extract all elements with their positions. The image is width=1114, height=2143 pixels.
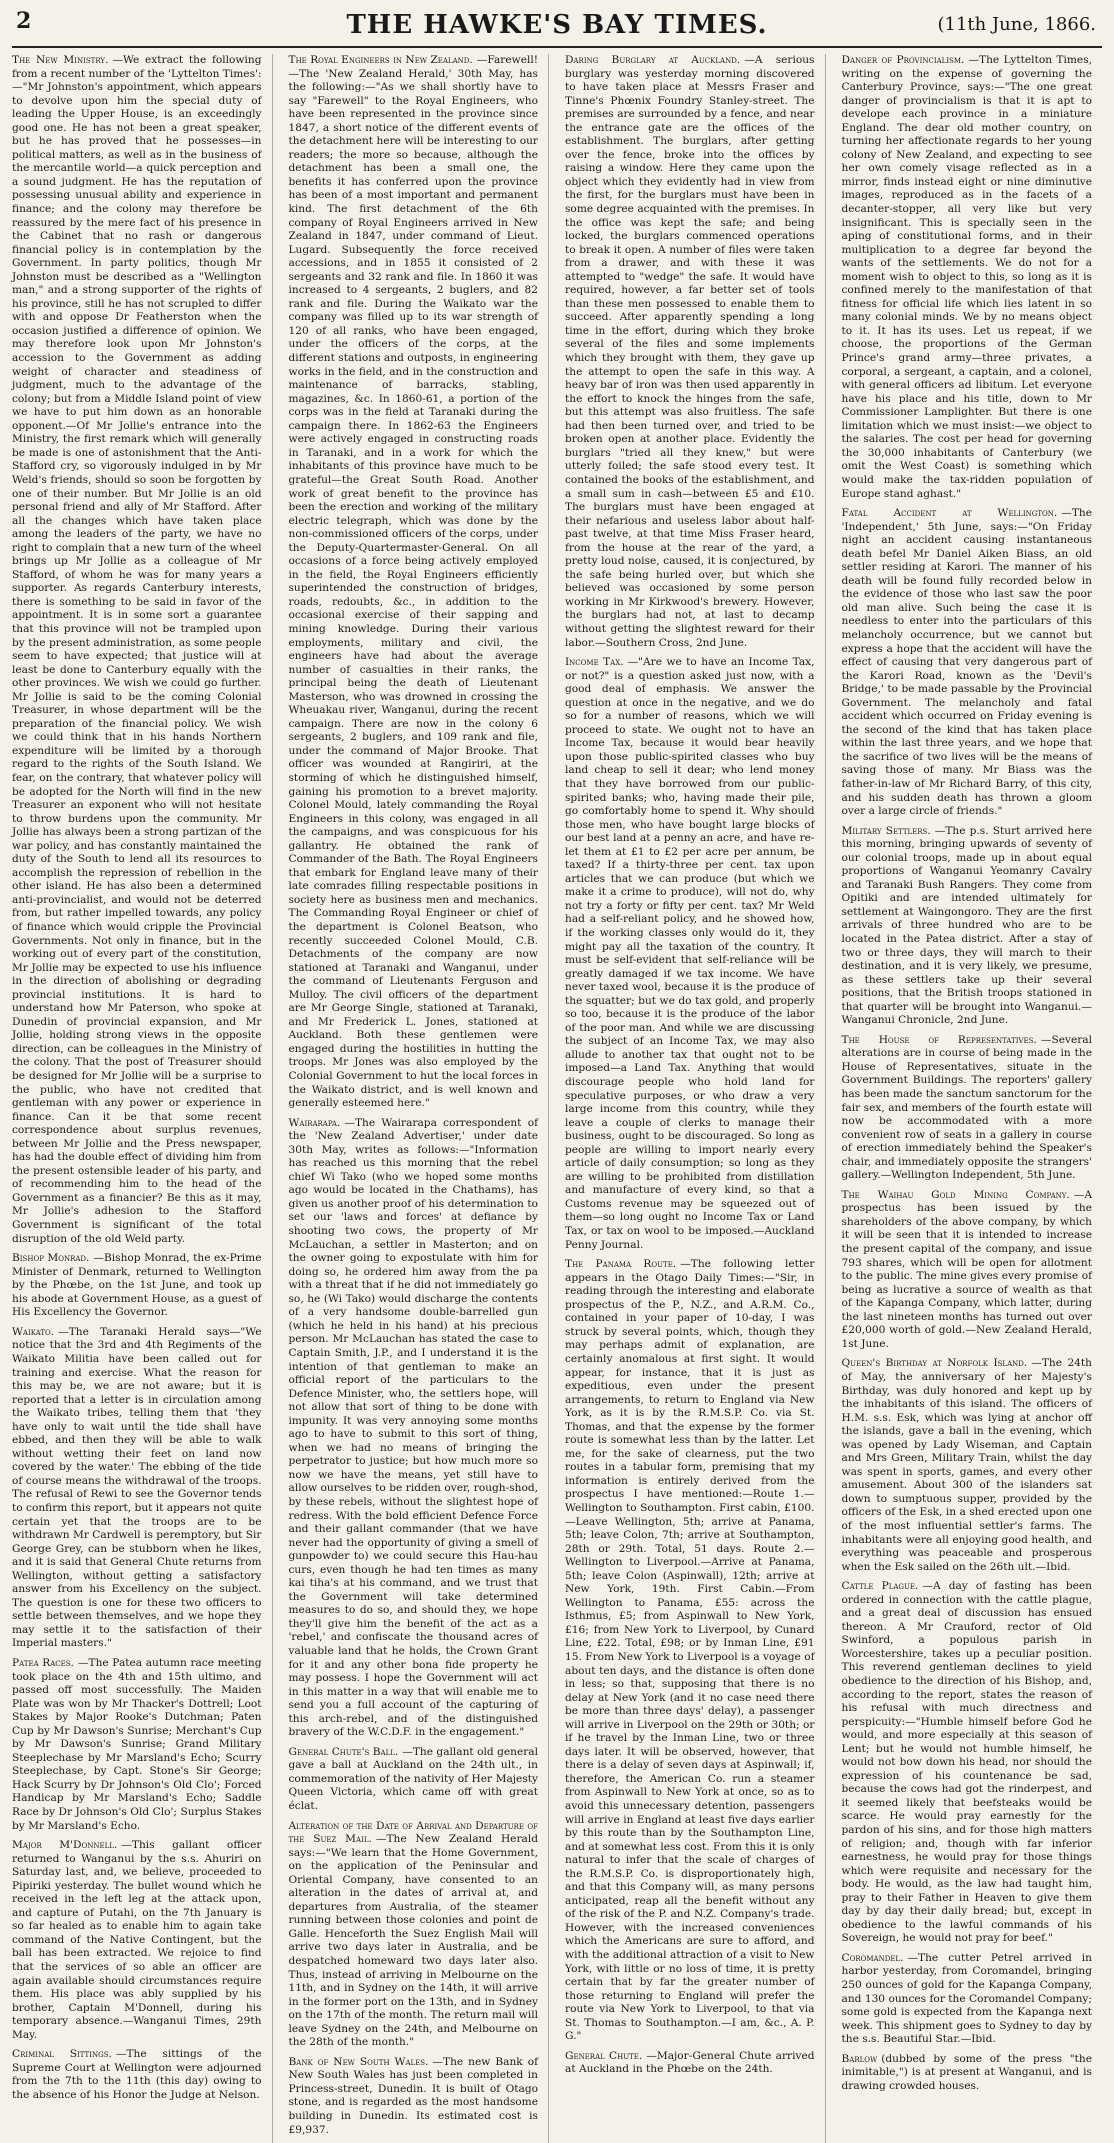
article-body: —The Lyttelton Times, writing on the expense of governing the Canterbury Province, says:—"The one great danger of provincialism is that it is apt to develope each province in a miniature England. The dear old mother country, on turning her affectionate regards to her young colony of New Zealand, and expecting to see her own comely visage reflected as in a mirror, finds instead eight or nine diminutive images, reproduced as in the facets of a decanter-stopper, all very like but very insignificant. This is specially seen in the aping of constitutional forms, and in their multiplication to a degree far beyond the wants of the settlements. We do not for a moment wish to object to this, so long as it is confined merely to the manifestation of that fitness for official life which lies latent in so many colonial minds. We by no means object to it. It has its uses. Let us repeat, if we choose, the proportions of the German Prince's grand army—three privates, a corporal, a sergeant, a captain, and a colonel, with general officers ad libitum. Let everyone have his place and his title, down to Mr Commissioner Lamplighter. But there is one limitation which we must insist:—we object to the salaries. The cost per head for governing the 30,000 inhabitants of Canterbury (we omit the West Coast) is something which would make the tax-ridden population of Europe stand aghast." [841,54,1092,500]
article [842,1580,1093,1946]
article [842,825,1093,1028]
article [842,54,1093,501]
article-body: —The 24th of May, the anniversary of her Majesty's Birthday, was duly honored and kept up by the inhabitants of this island. The officers of H.M. s.s. Esk, which was lying at anchor off the islands, gave a ball in the evening, which was opened by Lady Wiseman, and Captain and Mrs Green, Military Train, whilst the day was spent in sports, games, and every other amusement. About 300 of the islanders sat down to sumptuous supper, provided by the officers of the Esk, in a shed erected upon one of the most influential settler's farms. The inhabitants were all enjoying good health, and everything was peaceable and prosperous when the Esk sailed on the 26th ult.—Ibid. [841,1357,1092,1573]
page-number: 2 [16,8,32,34]
article [565,656,815,1252]
article [289,1746,539,1814]
article-heading: Daring Burglary at Auckland. [565,54,741,66]
article [842,1189,1093,1352]
article-heading: Bank of New South Wales. [288,2055,429,2068]
article-body: —The new Bank of New South Wales has just been completed in Princess-street, Dunedin. It is built of Otago stone, and is regarded as the most handsome building in Dunedin. Its estimated cost is £9,937. [288,2055,538,2136]
article-heading: Criminal Sittings. [12,2048,112,2061]
article-heading: General Chute's Ball. [288,1745,399,1758]
article-heading: Wairarapa. [288,1116,341,1129]
article [12,54,262,1246]
article-body: —Farewell!—The 'New Zealand Herald,' 30th May, has the following:—"As we shall shortly have to say "Farewell" to the Royal Engineers, who have been represented in the province since 1847, a short notice of the different events of the detachment here will be interesting to our readers; the more so because, although the detachment has been a small one, the benefits it has conferred upon the province has been of a most important and permanent kind. The first detachment of the 6th company of Royal Engineers arrived in New Zealand in 1847, under command of Lieut. Lugard. Subsequently the force received accessions, and in 1855 it consisted of 2 sergeants and 32 rank and file. In 1860 it was increased to 4 sergeants, 2 buglers, and 82 rank and file. During the Waikato war the company was filled up to its war strength of 120 of all ranks, who have been engaged, under the officers of the corps, at the different stations and outposts, in engineering works in the field, and in the construction and maintenance of barracks, stabling, magazines, &c. In 1860-61, a portion of the corps was in the field at Taranaki during the campaign there. In 1862-63 the Engineers were actively engaged in constructing roads in Taranaki, and in a work for which the inhabitants of this province have much to be grateful—the Great South Road. Another work of great benefit to the province has been the erection and working of the military electric telegraph, which was done by the non-commissioned officers of the corps, under the Deputy-Quartermaster-General. On all occasions of a force being actively employed in the field, the Royal Engineers efficiently superintended the construction of bridges, roads, redoubts, &c., in addition to the occasional exercise of their sapping and mining knowledge. During their various employments, military and civil, the engineers have had about the average number of casualties in their ranks, the principal being the death of Lieutenant Masterson, who was drowned in crossing the Wheuakau river, Wanganui, during the recent campaign. There are now in the colony 6 sergeants, 2 buglers, and 109 rank and file, under the command of Major Brooke. That officer was wounded at Rangiriri, at the storming of which he distinguished himself, gaining his promotion to a brevet majority. Colonel Mould, lately commanding the Royal Engineers in this colony, was engaged in all the campaigns, and was conspicuous for his gallantry. He obtained the rank of Commander of the Bath. The Royal Engineers that embark for England leave many of their late comrades filling respectable positions in society here as business men and mechanics. The Commanding Royal Engineer or chief of the department is Colonel Beatson, who recently succeeded Colonel Mould, C.B. Detachments of the company are now stationed at Taranaki and Wanganui, under the command of Lieutenants Ferguson and Mulloy. The civil officers of the department are Mr George Single, stationed at Taranaki, and Mr Frederick L. Jones, stationed at Auckland. Both these gentlemen were engaged during the hostilities in hutting the troops. Mr Jones was also employed by the Colonial Government to hut the local forces in the Waikato district, and is well known and generally esteemed here." [288,54,538,1110]
article-heading: Bishop Monrad. [12,1252,90,1265]
article-body: —Several alterations are in course of being made in the House of Representatives, situate in the Government Buildings. The reporters' gallery has been made the sanctum sanctorum for the fair sex, and members of the fourth estate will now be accommodated with a more convenient row of seats in a gallery in course of erection immediately behind the Speaker's chair, and immediately opposite the strangers' gallery.—Wellington Independent, 5th June. [841,1033,1092,1182]
article-heading: Patea Races. [12,1656,74,1669]
article-heading: Coromandel. [841,1951,904,1964]
article-body: —The cutter Petrel arrived in harbor yesterday, from Coromandel, bringing 250 ounces of gold for the Kapanga Company, and 130 ounces for the Coromandel Company; some gold is expected from the Kapanga next week. This shipment goes to Sydney to day by the s.s. Beautiful Star.—Ibid. [841,1951,1092,2046]
article-body: —This gallant officer returned to Wanganui by the s.s. Ahuriri on Saturday last, and, we believe, proceeded to Pipiriki yesterday. The bullet wound which he received in the left leg at the attack upon, and capture of Putahi, on the 7th January is so far healed as to enable him to again take command of the Native Contingent, but the ball has been extracted. We rejoice to find that the services of so able an officer are again available should circumstances require them. His place was ably supplied by his brother, Captain M'Donnell, during his temporary absence.—Wanganui Times, 29th May. [12,1839,262,2041]
article-heading: Income Tax. [565,656,624,669]
article-heading: The New Ministry. [12,54,109,66]
article-body: (dubbed by some of the press "the inimitable,") is at present at Wanganui, and is drawing crowded houses. [841,2052,1092,2092]
article-heading: The House of Representatives. [841,1033,1037,1046]
article [842,2053,1093,2094]
article [12,1252,262,1320]
article-body: —The 'Independent,' 5th June, says:—"On Friday night an accident causing instantaneous death befel Mr Daniel Aiken Biass, an old settler residing at Karori. The manner of his death will be found fully recorded below in the evidence of those who last saw the poor old man alive. Such being the case it is needless to enter into the particulars of this melancholy occurrence, but we cannot but express a hope that the accident will have the effect of causing that very dangerous part of the Karori Road, known as the 'Devil's Bridge,' to be made passable by the Provincial Government. The melancholy and fatal accident which occurred on Friday evening is the second of the kind that has taken place within the last three years, and we hope that the sacrifice of two lives will be the means of saving those of many. Mr Biass was the father-in-law of Mr Richard Barry, of this city, and his sudden death has thrown a gloom over a large circle of friends." [841,507,1092,818]
column-2 [289,54,550,2143]
article-heading: Fatal Accident at Wellington. [841,507,1058,520]
issue-date: (11th June, 1866. [937,14,1096,35]
article-heading: The Royal Engineers in New Zealand. [288,54,473,66]
article-body: —A day of fasting has been ordered in connection with the cattle plague, and a great deal of discussion has ensued thereon. A Mr Crauford, rector of Old Swinford, a populous parish in Worcestershire, takes up a peculiar position. This reverend gentleman declines to yield obedience to the direction of his Bishop, and, according to the report, states the reason of his refusal with much directness and perspicuity:—"Humble himself before God he would, and more especially at this season of Lent; but he would not humble himself, he would not bow down his head, nor should the expression of his countenance be sad, because the cows had got the rinderpest, and it seemed likely that beefsteaks would be scarce. He would pray earnestly for the pardon of his sins, and for those high matters of religion; and, though with far inferior earnestness, he would pray for those things which were requisite and necessary for the body. He would, as the law had taught him, pray to their Father in Heaven to give them day by day their daily bread; but, except in obedience to the lawful commands of his Sovereign, he would not pray for beef." [841,1580,1092,1945]
article [289,1820,539,2050]
article-body: —A serious burglary was yesterday morning discovered to have taken place at Messrs Fraser and Tinne's Phœnix Foundry Stanley-street. The premises are surrounded by a fence, and near the entrance gate are the offices of the establishment. The burglars, after getting over the fence, broke into the offices by raising a window. Here they came upon the object which they evidently had in view from the first, for the burglars must have been in some degree acquainted with the premises. In the office was kept the safe; and being locked, the burglars commenced operations to break it open. A number of files were taken from a drawer, and with these it was attempted to "wedge" the safe. It would have required, however, a far better set of tools than these men possessed to enable them to succeed. After apparently spending a long time in the effort, during which they broke several of the files and some implements which they brought with them, they gave up the attempt to open the safe in this way. A heavy bar of iron was then used apparently in the effort to knock the hinges from the safe, but this attempt was also fruitless. The safe had then been turned over, and tried to be broken open at another place. Evidently the burglars "tried all they knew," but were utterly foiled; the safe stood every test. It contained the books of the establishment, and a small sum in cash—between £5 and £10. The burglars must have been engaged at their nefarious and useless labor about half-past twelve, at that time Miss Fraser heard, from the house at the rear of the yard, a pretty loud noise, caused, it is conjectured, by the safe being hurled over, but which she believed was occasioned by some person working in Mr Kirkwood's brewery. However, the burglars had not, at last to decamp without getting the slightest reward for their labor.—Southern Cross, 2nd June. [565,54,815,649]
article [12,1326,262,1651]
column-4 [842,54,1103,2143]
article [12,1839,262,2042]
article-body: —The Patea autumn race meeting took place on the 4th and 15th ultimo, and passed off most successfully. The Maiden Plate was won by Mr Thacker's Dottrell; Loot Stakes by Major Rooke's Dutchman; Paten Cup by Mr Dawson's Sunrise; Merchant's Cup by Mr Dawson's Sunrise; Grand Military Steeplechase by Mr Marsland's Echo; Scurry Steeplechase, by Capt. Stone's Sir George; Hack Scurry by Dr Johnson's Old Clo'; Forced Handicap by Mr Marsland's Echo; Saddle Race by Dr Johnson's Old Clo'; Surplus Stakes by Mr Marsland's Echo. [12,1656,262,1832]
article-body: —The New Zealand Herald says:—"We learn that the Home Government, on the application of the Peninsular and Oriental Company, have consented to an alteration in the dates of arrival at, and departures from Australia, of the steamer running between those colonies and point de Galle. Henceforth the Suez English Mail will arrive two days later in Australia, and be despatched homeward two days later also. Thus, instead of arriving in Melbourne on the 11th, and in Sydney on the 14th, it will arrive in the former port on the 13th, and in Sydney on the 17th of the month. The return mail will leave Sydney on the 24th, and Melbourne on the 28th of the month." [288,1833,539,2049]
article-heading: General Chute. [565,2049,643,2062]
column-3 [565,54,826,2143]
article-heading: The Waihau Gold Mining Company. [841,1188,1070,1201]
article-heading: The Panama Route. [565,1258,677,1271]
article [842,507,1093,819]
article [289,2056,539,2137]
article-heading: Alteration of the Date of Arrival and Departure of the Suez Mail. [288,1819,538,1846]
article-body: —The following letter appears in the Otago Daily Times:—"Sir, in reading through the interesting and elaborate prospectus of the P., N.Z., and A.R.M. Co., contained in your paper of 10-day, I was struck by several points, which, though they may perhaps admit of explanation, are certainly anomalous at first sight. It would appear, for instance, that it is just as expeditious, even under the present arrangements, to return to England via New York, as it is by the R.M.S.P. Co. via St. Thomas, and that the expense by the former route is somewhat less than by the latter. Let me, for the sake of clearness, put the two routes in a tabular form, premising that my information is entirely derived from the prospectus I have mentioned:—Route 1.—Wellington to Southampton. First cabin, £100.—Leave Wellington, 5th; arrive at Panama, 5th; leave Colon, 7th; arrive at Southampton, 28th or 29th. Total, 51 days. Route 2.—Wellington to Liverpool.—Arrive at Panama, 5th; leave Colon (Aspinwall), 12th; arrive at New York, 19th. First Cabin.—From Wellington to Panama, £55: across the Isthmus, £5; from Aspinwall to New York, £16; from New York to Liverpool, by Cunard Line, £22. Total, £98; or by Inman Line, £91 15. From New York to Liverpool is a voyage of about ten days, and the distance is often done in less; so that, supposing that there is no delay at New York (and it no case need there be more than three days' delay), a passenger will arrive in Liverpool on the 29th or 30th; or if he travel by the Inman Line, two or three days later. It will be observed, however, that there is a delay of seven days at Aspinwall; if, therefore, the American Co. run a steamer from Aspinwall to New York at once, so as to avoid this unnecessary detention, passengers will arrive in England at least five days earlier by this route than by the Southampton Line, and at somewhat less cost. From this it is only natural to infer that the scale of charges of the R.M.S.P. Co. is disproportionately high, and that this Company will, as many persons anticipated, reap all the benefit without any of the risk of the P. and N.Z. Company's trade. However, with the increased conveniences which the Americans are sure to afford, and with the additional attraction of a visit to New York, with little or no loss of time, it is pretty certain that by far the greater number of those returning to England will prefer the route via New York to Liverpool, to that via St. Thomas to Southampton.—I am, &c., A. P. G." [565,1258,815,2043]
article-heading: Cattle Plague. [841,1580,919,1593]
article-heading: Barlow [841,2052,878,2065]
article-heading: Queen's Birthday at Norfolk Island. [841,1357,1028,1370]
article-body: —We extract the following from a recent number of the 'Lyttelton Times':—"Mr Johnston's appointment, which appears to devolve upon him the special duty of leading the Upper House, is an exceedingly good one. He has not been a great speaker, but he has proved that he possesses—in political matters, as well as in the business of the mercantile world—a quick perception and a sound judgment. He has the reputation of possessing unusual ability and experience in finance; and the colony may therefore be reassured by the mere fact of his presence in the Cabinet that no rash or dangerous financial policy is in contemplation by the Government. In party politics, though Mr Johnston must be described as a "Wellington man," and a strong supporter of the rights of his province, still he has not scrupled to differ with and oppose Dr Featherston when the occasion justified a difference of opinion. We may therefore look upon Mr Johnston's accession to the Government as adding weight of character and steadiness of judgment, much to the advantage of the colony; but from a Middle Island point of view we have to put him down as an honorable opponent.—Of Mr Jollie's entrance into the Ministry, the first remark which will generally be made is one of astonishment that the Anti-Stafford cry, so vigorously indulged in by Mr Weld's friends, should so soon be forgotten by one of their number. But Mr Jollie is an old personal friend and ally of Mr Stafford. After all the changes which have taken place among the leaders of the party, we have no right to complain that a new turn of the wheel brings up Mr Jollie as a colleague of Mr Stafford, of whom he was for many years a supporter. As regards Canterbury interests, there is something to be said in favor of the appointment. It is in some sort a guarantee that this province will not be trampled upon by the present administration, as some people seem to have expected; that justice will at least be done to Canterbury equally with the other provinces. We wish we could go further. Mr Jollie is said to be the coming Colonial Treasurer, in whose department will be the preparation of the financial policy. We wish we could think that in his hands Northern expenditure will be limited by a thorough regard to the rights of the South Island. We fear, on the contrary, that whatever policy will be adopted for the North will find in the new Treasurer an exponent who will not hesitate to throw burdens upon the community. Mr Jollie has always been a strong partizan of the war policy, and has constantly maintained the duty of the South to lend all its resources to accomplish the repression of rebellion in the other island. He has also been a determined anti-provincialist, and would not be deterred from, but rather impelled towards, any policy of finance which would cripple the Provincial Governments. Not only in finance, but in the working out of every part of the constitution, Mr Jollie may be expected to use his influence in the direction of abolishing or degrading provincial institutions. It is hard to understand how Mr Paterson, who spoke at Dunedin of provincial expansion, and Mr Jollie, holding strong views in the opposite direction, can be colleagues in the Ministry of the colony. That the post of Treasurer should be designed for Mr Jollie will be a surprise to the public, who have not credited that gentleman with any power or experience in finance. Can it be that some recent correspondence about surplus revenues, between Mr Jollie and the Press newspaper, has had the double effect of dividing him from the present ostensible leader of his party, and of recommending him to the head of the Government as a financier? Be this as it may, Mr Jollie's adhesion to the Stafford Government is significant of the total disruption of the old Weld party. [12,54,262,1245]
article [565,54,815,650]
article [12,2048,262,2102]
article-heading: Major M'Donnell. [12,1839,118,1852]
article [565,2050,815,2077]
article [842,1952,1093,2047]
article [289,1117,539,1740]
article-body: —The Taranaki Herald says—"We notice that the 3rd and 4th Regiments of the Waikato Militia have been called out for training and exercise. What the reason for this may be, we are not aware; but it is reported that a letter is in circulation among the Waikato tribes, telling them that 'they have only to wait until the tide shall have ebbed, and then they will be able to walk without wetting their feet on land now covered by the water.' The ebbing of the tide of course means the withdrawal of the troops. The refusal of Rewi to see the Governor tends to confirm this report, but it appears not quite certain yet that the troops are to be withdrawn Mr Cardwell is peremptory, but Sir George Grey, can be stubborn when he likes, and it is said that General Chute returns from Wellington, without getting a satisfactory answer from his Excellency on the subject. The question is one for these two officers to settle between themselves, and we hope they may settle it to the satisfaction of their Imperial masters." [12,1325,262,1650]
article-body: —Major-General Chute arrived at Auckland in the Phœbe on the 24th. [565,2049,815,2076]
column-1 [12,54,273,2143]
article [842,1357,1093,1574]
article-body: —"Are we to have an Income Tax, or not?" is a question asked just now, with a good deal of emphasis. We answer the question at once in the negative, and we do so for a number of reasons, which we will proceed to state. We ought not to have an Income Tax, because it would bear heavily upon those public-spirited classes who buy land cheap to sell it dear; who lend money that they have borrowed from our public-spirited banks; who, having made their pile, go comfortably home to spend it. Why should those men, who have bought large blocks of our best land at a penny an acre, and have re-let them at £1 to £2 per acre per annum, be taxed? If a thirty-three per cent. tax upon articles that we can produce (but which we make it a crime to produce), will not do, why not try a forty or fifty per cent. tax? Mr Weld had a self-reliant policy, and he showed how, if the working classes only would do it, they might pay all the taxation of the country. It must be self-evident that self-reliance will be greatly damaged if we tax income. We have never taxed wool, because it is the produce of the squatter; but we do tax gold, and properly so too, because it is the produce of the labor of the poor man. And while we are discussing the subject of an Income Tax, we may also allude to another tax that ought not to be imposed—a Land Tax. Anything that would discourage people who hold land for speculative purposes, or who draw a very large income from this country, while they leave a couple of clerks to manage their business, ought to be discouraged. So long as people are willing to import nearly every article of daily consumption; so long as they are willing to be prohibited from distillation and manufacture of every kind, so that a Customs revenue may be squeezed out of them—so long ought no Income Tax or Land Tax, or tax on wool to be imposed.—Auckland Penny Journal. [565,656,815,1251]
newspaper-title: THE HAWKE'S BAY TIMES. [346,10,768,40]
article-heading: Waikato. [12,1325,55,1338]
article-body: —The Wairarapa correspondent of the 'New Zealand Advertiser,' under date 30th May, writes as follows:—"Information has reached us this morning that the rebel chief Wi Tako (who we hoped some months ago would be located in the Chathams), has given us another proof of his determination to set our 'laws and forces' at defiance by shooting two cows, the property of Mr McLauchan, a settler in Masterton; and on the owner going to expostulate with him for doing so, he ordered him away from the pa with a threat that if he did not immediately go so, he (Wi Tako) would discharge the contents of a very handsome double-barrelled gun (which he held in his hand) at his precious person. Mr McLauchan has stated the case to Captain Smith, J.P., and I understand it is the intention of that gentleman to make an official report of the particulars to the Defence Minister, who, the settlers hope, will not allow that sort of thing to be done with impunity. It was very annoying some months ago to have to submit to this sort of thing, when we had no means of bringing the perpetrator to justice; but how much more so now we have the means, yet still have to allow ourselves to be ridden over, rough-shod, by these rebels, without the slightest hope of redress. With the bold efficient Defence Force and their gallant commander (that we have never had the opportunity of giving a smell of gunpowder to) we could secure this Hau-hau curs, even though he had ten times as many kai tiha's at his command, and we trust that the Government will take determined measures to do so, and should they, we hope they'll give him the benefit of the act as a 'rebel,' and confiscate the thousand acres of valuable land that he holds, the Crown Grant for it and any other bona fide property he may possess. I hope the Government will act in this matter in a way that will enable me to send you a full account of the capturing of this arch-rebel, and of the distinguished bravery of the W.C.D.F. in the engagement." [288,1116,538,1739]
article [842,1034,1093,1183]
article-body: —The p.s. Sturt arrived here this morning, bringing upwards of seventy of our colonial troops, made up in about equal proportions of Wanganui Yeomanry Cavalry and Taranaki Bush Rangers. They come from Opitiki and are intended ultimately for settlement at Waingongoro. They are the first arrivals of three hundred who are to be located in the Patea district. After a stay of two or three days, they will march to their destination, and it is very likely, we presume, as these settlers take up their several positions, that the British troops stationed in that quarter will be brought into Wanganui.—Wanganui Chronicle, 2nd June. [841,824,1092,1027]
masthead [12,4,1102,48]
article-columns [12,54,1102,2136]
article [289,54,539,1111]
article-body: —The gallant old general gave a ball at Auckland on the 24th ult., in commemoration of the nativity of Her Majesty Queen Victoria, which came off with great éclat. [288,1745,538,1812]
article-heading: Danger of Provincialism. [841,54,965,66]
article [565,1258,815,2044]
article-body: —A prospectus has been issued by the shareholders of the above company, by which it will be seen that it is intended to increase the present capital of the company, and issue 793 shares, which will be open for allotment to the public. The mine gives every promise of being as lucrative a source of wealth as that of the Kapanga Company, which latter, during the last nineteen months has turned out over £20,000 worth of gold.—New Zealand Herald, 1st June. [841,1188,1092,1350]
article [12,1657,262,1833]
article-heading: Military Settlers. [841,824,931,837]
article-body: —The sittings of the Supreme Court at Wellington were adjourned from the 7th to the 11th (this day) owing to the absence of his Honor the Judge at Nelson. [12,2048,262,2101]
article-body: —Bishop Monrad, the ex-Prime Minister of Denmark, returned to Wellington by the Phœbe, on the 1st June, and took up his abode at Government House, as a guest of His Excellency the Governor. [12,1252,262,1319]
